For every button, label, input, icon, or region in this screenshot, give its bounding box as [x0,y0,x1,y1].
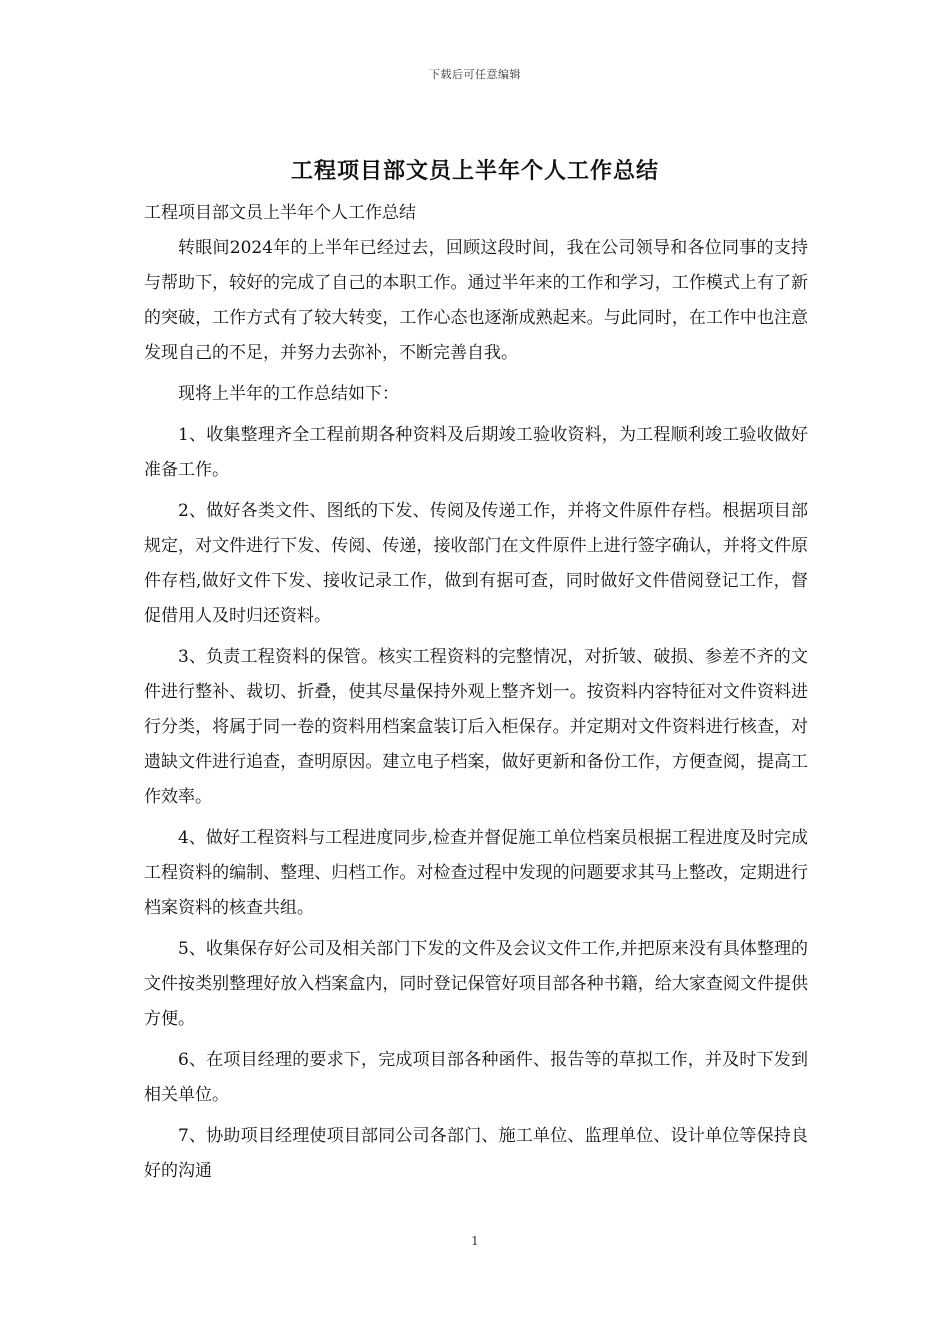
paragraph-item-2: 2、做好各类文件、图纸的下发、传阅及传递工作，并将文件原件存档。根据项目部规定，对文件进行下发、传阅、传递，接收部门在文件原件上进行签字确认，并将文件原件存档,做好文件下发、接收记录工作，做到有据可查，同时做好文件借阅登记工作，督促借用人及时归还资料。 [144,501,808,626]
paragraph-item-7: 7、协助项目经理使项目部同公司各部门、施工单位、监理单位、设计单位等保持良好的沟通 [144,1126,808,1181]
paragraph-item-6: 6、在项目经理的要求下，完成项目部各种函件、报告等的草拟工作，并及时下发到相关单位。 [144,1050,808,1105]
header-note: 下载后可任意编辑 [429,68,521,81]
paragraph-intro: 转眼间2024年的上半年已经过去，回顾这段时间，我在公司领导和各位同事的支持与帮助下，较好的完成了自己的本职工作。通过半年来的工作和学习，工作模式上有了新的突破，工作方式有了较大转变，工作心态也逐渐成熟起来。与此同时，在工作中也注意发现自己的不足，并努力去弥补，不断完善自我。 [144,238,808,363]
paragraph-item-5: 5、收集保存好公司及相关部门下发的文件及会议文件工作,并把原来没有具体整理的文件按类别整理好放入档案盒内，同时登记保管好项目部各种书籍，给大家查阅文件提供方便。 [144,939,808,1029]
document-body [144,196,808,1195]
paragraph-item-4: 4、做好工程资料与工程进度同步,检查并督促施工单位档案员根据工程进度及时完成工程资料的编制、整理、归档工作。对检查过程中发现的问题要求其马上整改，定期进行档案资料的核查共组。 [144,828,808,918]
document-title: 工程项目部文员上半年个人工作总结 [290,158,659,184]
document-subtitle: 工程项目部文员上半年个人工作总结 [144,203,416,223]
paragraph-summary-lead: 现将上半年的工作总结如下： [178,384,399,404]
page-number: 1 [471,1234,479,1248]
paragraph-item-1: 1、收集整理齐全工程前期各种资料及后期竣工验收资料，为工程顺利竣工验收做好准备工作。 [144,425,808,480]
paragraph-item-3: 3、负责工程资料的保管。核实工程资料的完整情况，对折皱、破损、参差不齐的文件进行整补、裁切、折叠，使其尽量保持外观上整齐划一。按资料内容特征对文件资料进行分类，将属于同一卷的资料用档案盒装订后入柜保存。并定期对文件资料进行核查，对遗缺文件进行追查，查明原因。建立电子档案，做好更新和备份工作，方便查阅，提高工作效率。 [144,647,808,807]
